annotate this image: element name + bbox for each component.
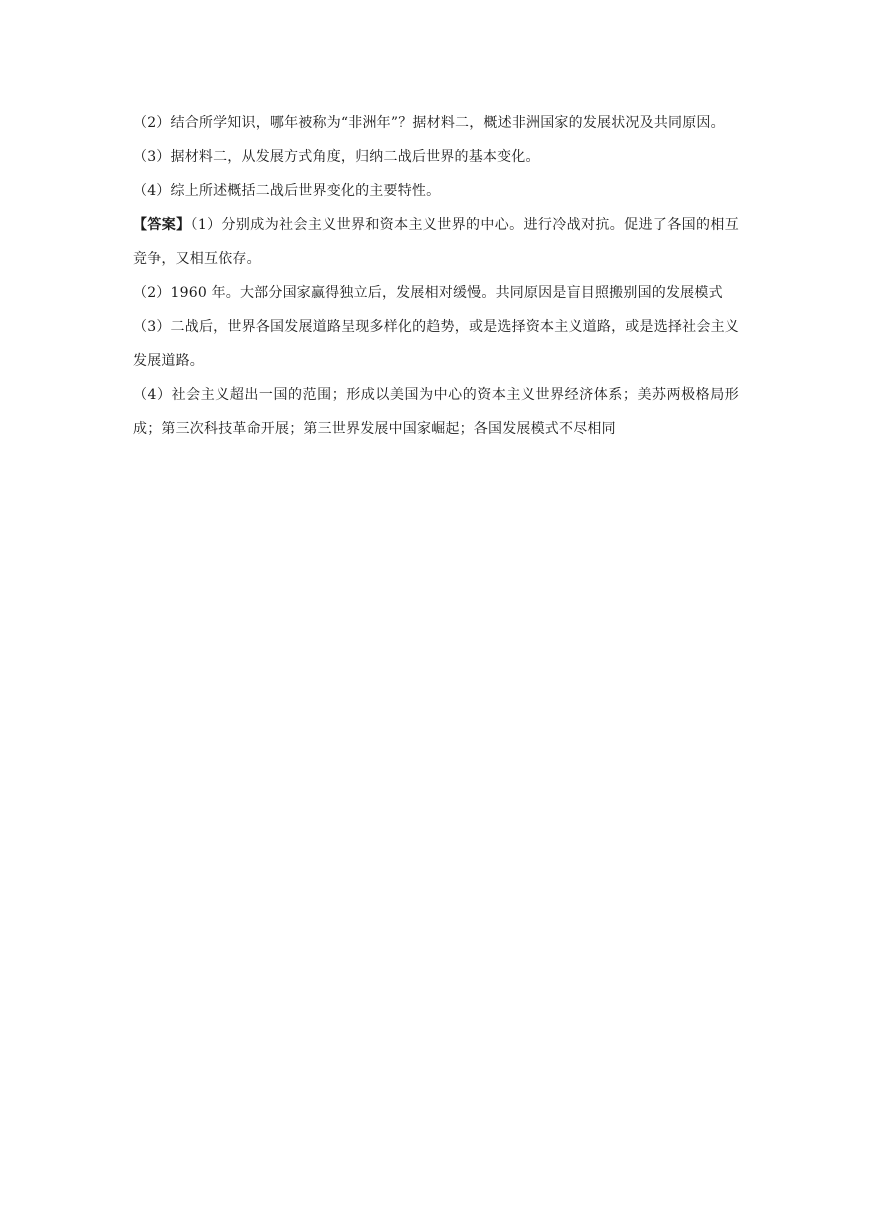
question-3 bbox=[133, 140, 739, 174]
answer-3 bbox=[133, 310, 739, 378]
document-body bbox=[133, 106, 739, 446]
answer-4-text: （4）社会主义超出一国的范围；形成以美国为中心的资本主义世界经济体系；美苏两极格局形成；第三次科技革命开展；第三世界发展中国家崛起；各国发展模式不尽相同 bbox=[133, 387, 739, 437]
question-2-text: （2）结合所学知识，哪年被称为“非洲年”？据材料二，概述非洲国家的发展状况及共同原因。 bbox=[133, 115, 725, 131]
question-2 bbox=[133, 106, 739, 140]
question-4-text: （4）综上所述概括二战后世界变化的主要特性。 bbox=[133, 183, 441, 199]
question-3-text: （3）据材料二，从发展方式角度，归纳二战后世界的基本变化。 bbox=[133, 149, 540, 165]
answer-1 bbox=[133, 208, 739, 276]
answer-1-text: （1）分别成为社会主义世界和资本主义世界的中心。进行冷战对抗。促进了各国的相互竞争，又相互依存。 bbox=[133, 217, 739, 267]
question-4 bbox=[133, 174, 739, 208]
answer-2 bbox=[133, 276, 739, 310]
answer-2-text: （2）1960 年。大部分国家赢得独立后，发展相对缓慢。共同原因是盲目照搬别国的发展模式 bbox=[133, 285, 723, 301]
answer-4 bbox=[133, 378, 739, 446]
answer-3-text: （3）二战后，世界各国发展道路呈现多样化的趋势，或是选择资本主义道路，或是选择社会主义发展道路。 bbox=[133, 319, 739, 369]
answer-tag: 【答案】 bbox=[133, 217, 191, 233]
